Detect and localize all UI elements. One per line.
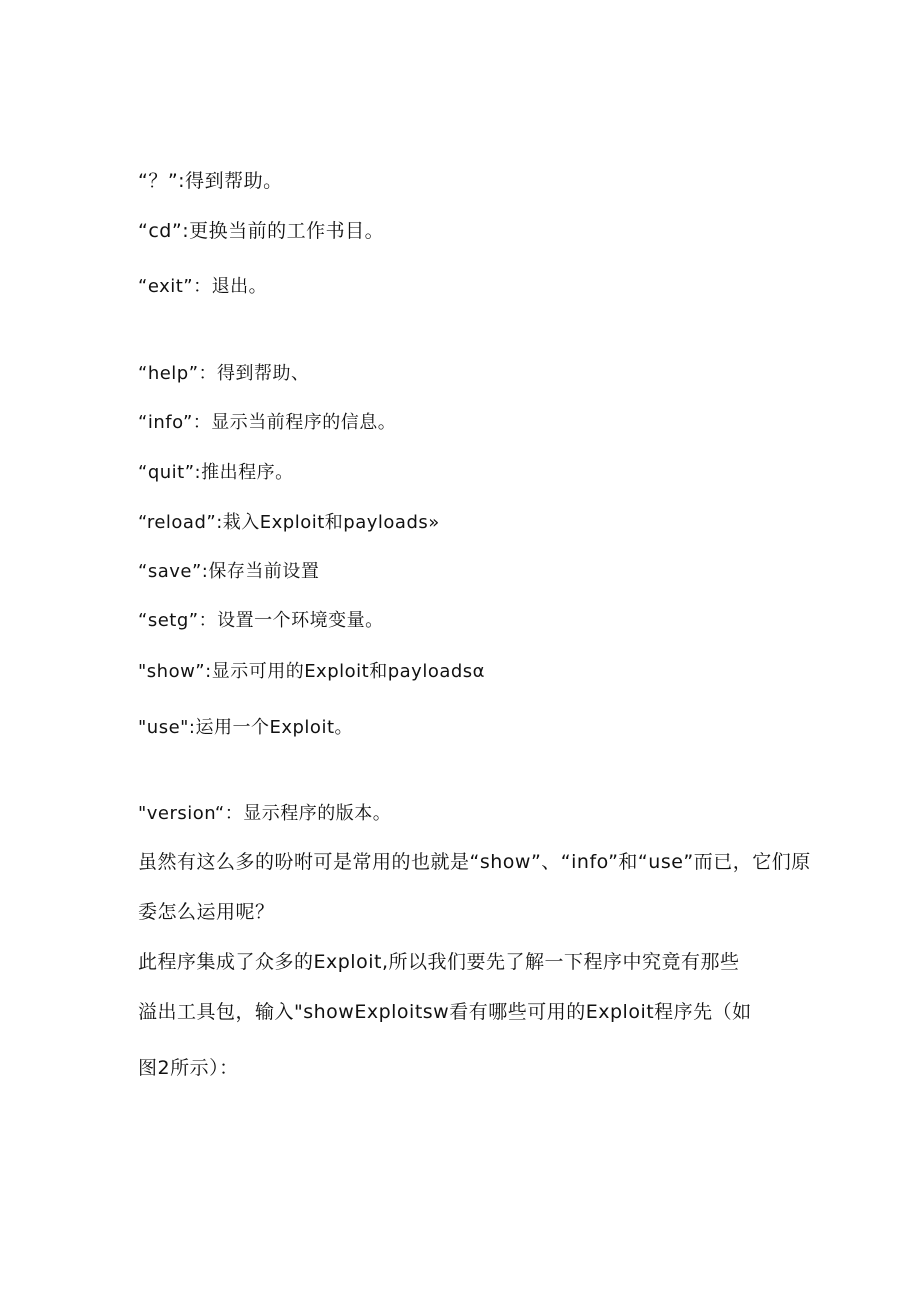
command-setg: “setg”：设置一个环境变量。	[138, 610, 384, 631]
command-help: “help”：得到帮助、	[138, 363, 310, 384]
command-use: "use":运用一个Exploit。	[138, 717, 354, 738]
paragraph-line-2: 委怎么运用呢？	[138, 901, 275, 923]
command-exit: “exit”：退出。	[138, 276, 268, 297]
command-show: "show”:显示可用的Exploit和payloadsα	[138, 661, 486, 682]
command-info: “info”：显示当前程序的信息。	[138, 412, 397, 433]
command-reload: “reload”:栽入Exploit和payloads»	[138, 512, 440, 533]
paragraph-line-5: 图2所示）：	[138, 1057, 239, 1079]
paragraph-line-4: 溢出工具包，输入"showExploitsw看有哪些可用的Exploit程序先（如	[138, 1001, 752, 1023]
command-cd: “cd”:更换当前的工作书目。	[138, 220, 385, 242]
paragraph-line-3: 此程序集成了众多的Exploit,所以我们要先了解一下程序中究竟有那些	[138, 951, 740, 973]
command-version: "version“：显示程序的版本。	[138, 803, 392, 824]
command-quit: “quit”:推出程序。	[138, 462, 294, 483]
paragraph-line-1: 虽然有这么多的吩咐可是常用的也就是“show”、“info”和“use”而已，它们原	[138, 851, 811, 873]
command-help-question: “？”:得到帮助。	[138, 170, 283, 192]
command-save: “save”:保存当前设置	[138, 561, 320, 582]
